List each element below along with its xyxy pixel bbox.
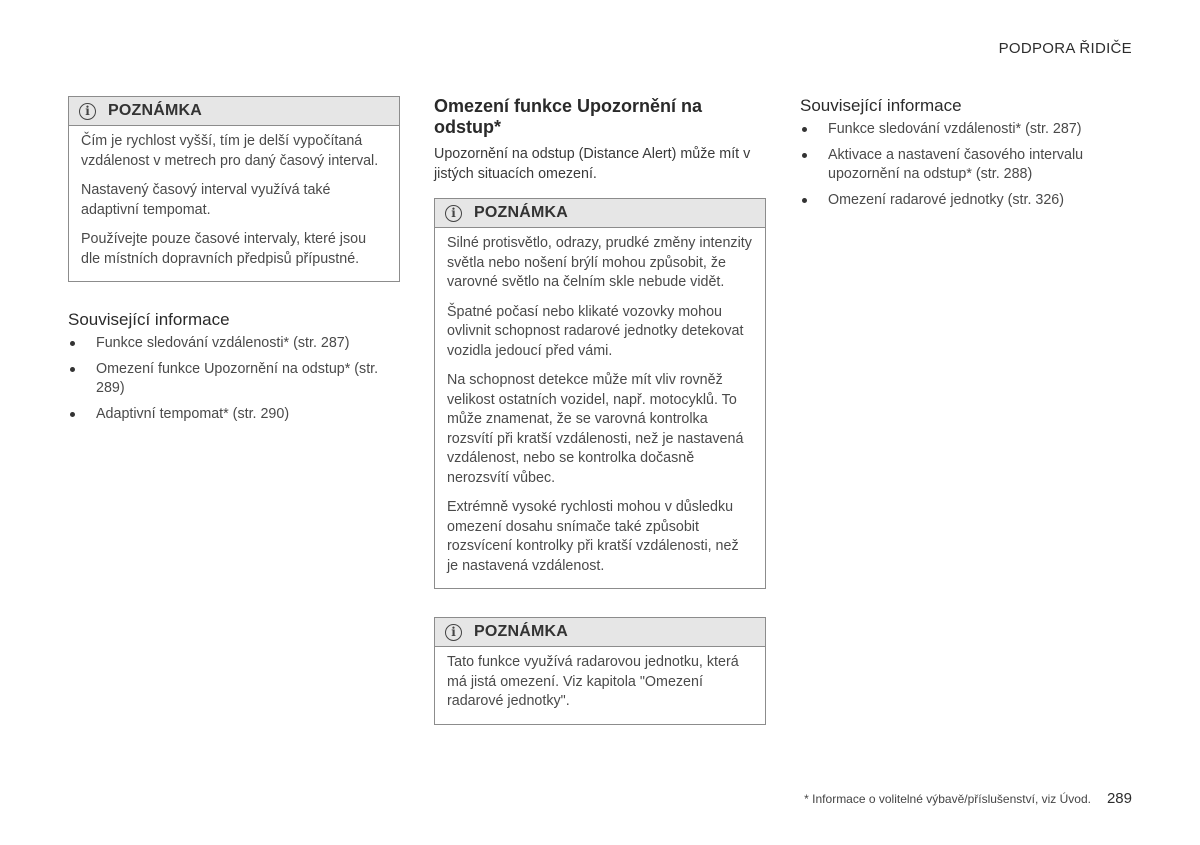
related-info-title: Související informace xyxy=(800,96,962,115)
related-info-item: Adaptivní tempomat* (str. 290) xyxy=(68,405,400,425)
related-info-item: Omezení radarové jednotky (str. 326) xyxy=(800,191,1132,211)
note-title: POZNÁMKA xyxy=(108,102,203,119)
column-left xyxy=(68,96,400,430)
info-icon: i xyxy=(445,205,462,222)
column-middle xyxy=(434,96,766,753)
note-paragraph: Na schopnost detekce může mít vliv rovněž velikost ostatních vozidel, např. motocyklů. To může znamenat, že se varovná kontrolka rozsvítí při kratší vzdálenosti, než je nastavená vzdálenost, nebo se kontrolka dočasně nerozsvítí vůbec. xyxy=(447,372,744,486)
section-intro: Upozornění na odstup (Distance Alert) může mít v jistých situacích omezení. xyxy=(434,146,751,182)
note-title: POZNÁMKA xyxy=(474,623,569,640)
related-info-item: Funkce sledování vzdálenosti* (str. 287) xyxy=(68,334,400,354)
column-right xyxy=(800,96,1132,216)
note-header xyxy=(435,199,765,228)
section-title: Omezení funkce Upozornění na odstup* xyxy=(434,96,703,137)
note-title: POZNÁMKA xyxy=(474,204,569,221)
related-info-item: Funkce sledování vzdálenosti* (str. 287) xyxy=(800,120,1132,140)
info-icon: i xyxy=(79,103,96,120)
section-header: PODPORA ŘIDIČE xyxy=(998,40,1132,57)
note-paragraph: Extrémně vysoké rychlosti mohou v důsledku omezení dosahu snímače také způsobit rozsvícení kontrolky při kratší vzdálenosti, než je nastavená vzdálenost. xyxy=(447,499,739,574)
page-footer xyxy=(804,790,1132,807)
related-info-item: Aktivace a nastavení časového intervalu upozornění na odstup* (str. 288) xyxy=(800,146,1132,185)
note-body xyxy=(435,228,765,588)
note-paragraph: Nastavený časový interval využívá také adaptivní tempomat. xyxy=(81,182,331,218)
note-box xyxy=(434,198,766,589)
related-info-list xyxy=(68,334,400,424)
info-icon: i xyxy=(445,624,462,641)
note-paragraph: Čím je rychlost vyšší, tím je delší vypočítaná vzdálenost v metrech pro daný časový interval. xyxy=(81,133,379,169)
related-info-list xyxy=(800,120,1132,210)
page-number: 289 xyxy=(1106,790,1132,807)
footnote: * Informace o volitelné výbavě/příslušenství, viz Úvod. xyxy=(804,792,1091,806)
note-paragraph: Tato funkce využívá radarovou jednotku, která má jistá omezení. Viz kapitola "Omezení radarové jednotky". xyxy=(447,654,739,709)
note-header xyxy=(435,618,765,647)
note-body xyxy=(435,647,765,724)
note-paragraph: Špatné počasí nebo klikaté vozovky mohou ovlivnit schopnost radarové jednotky detekovat vozidla jedoucí před vámi. xyxy=(447,303,744,359)
related-info-item: Omezení funkce Upozornění na odstup* (str. 289) xyxy=(68,360,400,399)
related-info-title: Související informace xyxy=(68,310,230,329)
note-header xyxy=(69,97,399,126)
note-paragraph: Silné protisvětlo, odrazy, prudké změny intenzity světla nebo nošení brýlí mohou způsobit, že varovné světlo na čelním skle nebude vidět. xyxy=(447,235,752,290)
note-box xyxy=(434,617,766,725)
note-body xyxy=(69,126,399,281)
note-paragraph: Používejte pouze časové intervaly, které jsou dle místních dopravních předpisů přípustné. xyxy=(81,231,367,267)
note-box xyxy=(68,96,400,282)
